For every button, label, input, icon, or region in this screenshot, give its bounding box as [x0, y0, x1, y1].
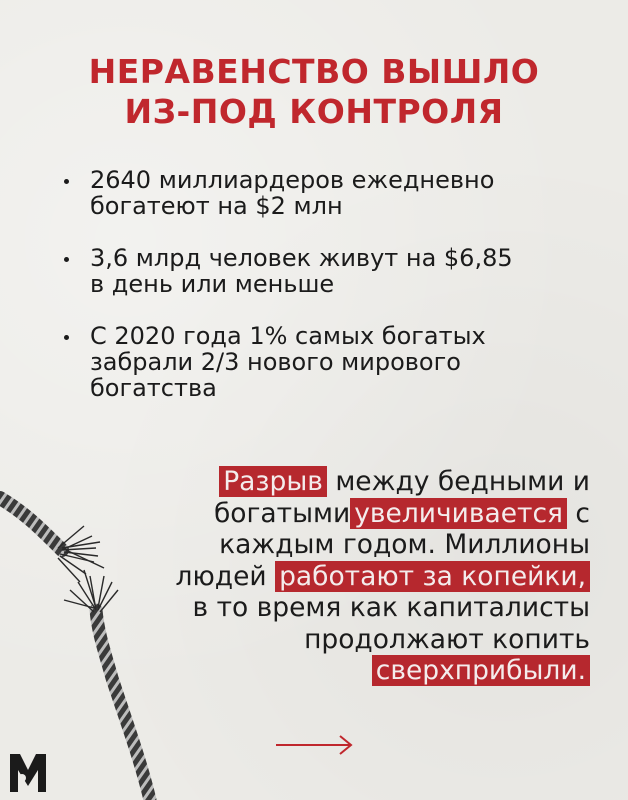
list-item [62, 245, 582, 297]
fact-list [62, 167, 582, 427]
para-line-6: продолжают копить [304, 623, 590, 655]
list-item [62, 323, 582, 401]
page-title [0, 52, 628, 132]
fact-3-line-3: богатства [90, 374, 217, 402]
highlight-increases: увеличивается [350, 498, 567, 529]
para-line-1: между бедными и [326, 466, 590, 497]
fact-3-line-1: С 2020 года 1% самых богатых [90, 322, 486, 350]
fact-1-line-1: 2640 миллиардеров ежедневно [90, 166, 495, 194]
bullet-icon [64, 257, 69, 262]
title-line-1: НЕРАВЕНСТВО ВЫШЛО [88, 52, 540, 91]
para-line-2-end: с [567, 497, 590, 529]
fact-3-line-2: забрали 2/3 нового мирового [90, 348, 461, 376]
arrow-right-icon[interactable] [274, 733, 354, 757]
fact-2-line-2: в день или меньше [90, 270, 335, 298]
para-line-3: каждым годом. Миллионы [219, 529, 590, 560]
para-line-4-start: людей [175, 560, 276, 592]
fact-1-line-2: богатеют на $2 млн [90, 192, 343, 220]
highlight-superprofits: сверхприбыли. [372, 655, 590, 686]
para-line-5: в то время как капиталисты [192, 592, 590, 623]
m-logo-icon [8, 748, 48, 794]
para-line-2-start: богатыми [213, 497, 351, 529]
bullet-icon [64, 335, 69, 340]
highlight-work-for-pennies: работают за копейки, [275, 561, 590, 592]
fact-2-line-1: 3,6 млрд человек живут на $6,85 [90, 244, 513, 272]
highlight-gap: Разрыв [219, 466, 327, 497]
inequality-paragraph [130, 466, 590, 687]
list-item [62, 167, 582, 219]
title-line-2: ИЗ-ПОД КОНТРОЛЯ [124, 92, 504, 131]
bullet-icon [64, 179, 69, 184]
